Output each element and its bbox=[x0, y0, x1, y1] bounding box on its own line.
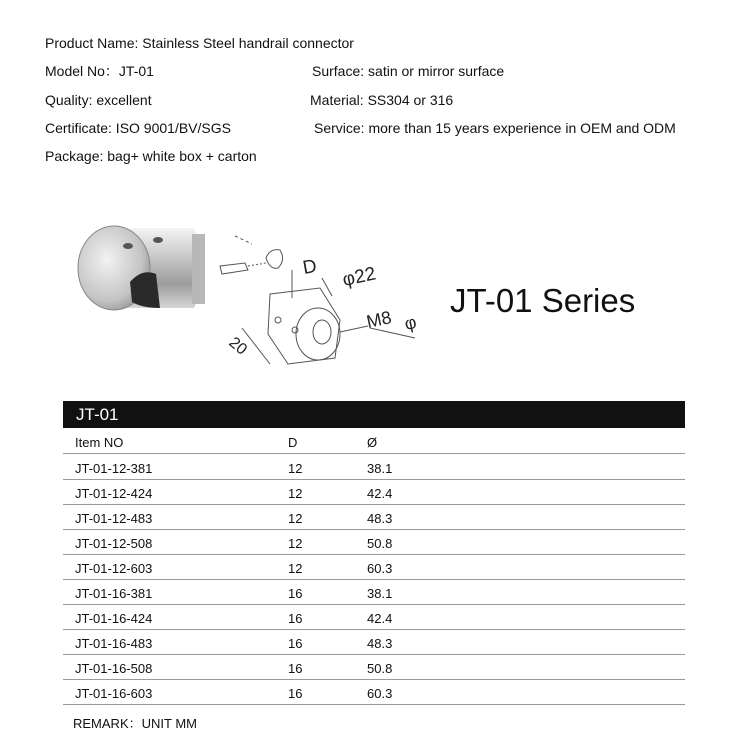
diameter-value: 42.4 bbox=[367, 611, 393, 626]
d-value: 12 bbox=[288, 511, 303, 526]
diameter-value: 60.3 bbox=[367, 561, 393, 576]
remark: REMARK：UNIT MM bbox=[73, 716, 197, 731]
d-value: 16 bbox=[288, 661, 303, 676]
surface: Surface: satin or mirror surface bbox=[312, 63, 505, 79]
header-diameter: Ø bbox=[367, 435, 378, 450]
header-d: D bbox=[288, 435, 298, 450]
label-m8: M8 bbox=[364, 307, 394, 332]
table-row bbox=[63, 479, 685, 505]
d-value: 12 bbox=[288, 561, 303, 576]
label-d: D bbox=[301, 255, 319, 279]
d-value: 12 bbox=[288, 536, 303, 551]
item-no: JT-01-12-424 bbox=[75, 486, 153, 501]
material: Material: SS304 or 316 bbox=[310, 92, 454, 108]
label-20: 20 bbox=[225, 334, 250, 359]
item-no: JT-01-16-381 bbox=[75, 586, 153, 601]
table-header-row bbox=[63, 428, 685, 454]
package: Package: bag+ white box + carton bbox=[45, 148, 257, 164]
diameter-value: 42.4 bbox=[367, 486, 393, 501]
header-item-no: Item NO bbox=[75, 435, 124, 450]
table-row bbox=[63, 579, 685, 605]
d-value: 12 bbox=[288, 486, 303, 501]
d-value: 16 bbox=[288, 636, 303, 651]
table-row bbox=[63, 679, 685, 705]
certificate: Certificate: ISO 9001/BV/SGS bbox=[45, 120, 231, 136]
diameter-value: 38.1 bbox=[367, 461, 393, 476]
diameter-value: 50.8 bbox=[367, 536, 393, 551]
diameter-value: 48.3 bbox=[367, 636, 393, 651]
series-title: JT-01 Series bbox=[450, 282, 636, 319]
item-no: JT-01-16-603 bbox=[75, 686, 153, 701]
diameter-value: 48.3 bbox=[367, 511, 393, 526]
product-illustration bbox=[70, 208, 450, 386]
item-no: JT-01-16-483 bbox=[75, 636, 153, 651]
label-phi22: φ22 bbox=[340, 263, 378, 291]
connector-photo bbox=[78, 226, 205, 310]
table-row bbox=[63, 554, 685, 580]
d-value: 12 bbox=[288, 461, 303, 476]
d-value: 16 bbox=[288, 686, 303, 701]
item-no: JT-01-12-508 bbox=[75, 536, 153, 551]
item-no: JT-01-12-381 bbox=[75, 461, 153, 476]
service: Service: more than 15 years experience in OEM and ODM bbox=[314, 120, 676, 136]
table-row bbox=[63, 604, 685, 630]
model-no: Model No：JT-01 bbox=[45, 63, 154, 79]
item-no: JT-01-16-424 bbox=[75, 611, 153, 626]
d-value: 16 bbox=[288, 586, 303, 601]
table-row bbox=[63, 654, 685, 680]
table-row bbox=[63, 629, 685, 655]
diameter-value: 38.1 bbox=[367, 586, 393, 601]
table-row bbox=[63, 529, 685, 555]
item-no: JT-01-12-483 bbox=[75, 511, 153, 526]
quality: Quality: excellent bbox=[45, 92, 152, 108]
item-no: JT-01-12-603 bbox=[75, 561, 153, 576]
table-title: JT-01 bbox=[76, 405, 119, 424]
product-name: Product Name: Stainless Steel handrail connector bbox=[45, 35, 354, 51]
table-row bbox=[63, 504, 685, 530]
diameter-value: 60.3 bbox=[367, 686, 393, 701]
label-phi: φ bbox=[402, 311, 419, 334]
diameter-value: 50.8 bbox=[367, 661, 393, 676]
item-no: JT-01-16-508 bbox=[75, 661, 153, 676]
table-title-bar bbox=[63, 401, 685, 428]
d-value: 16 bbox=[288, 611, 303, 626]
table-row bbox=[63, 454, 685, 480]
